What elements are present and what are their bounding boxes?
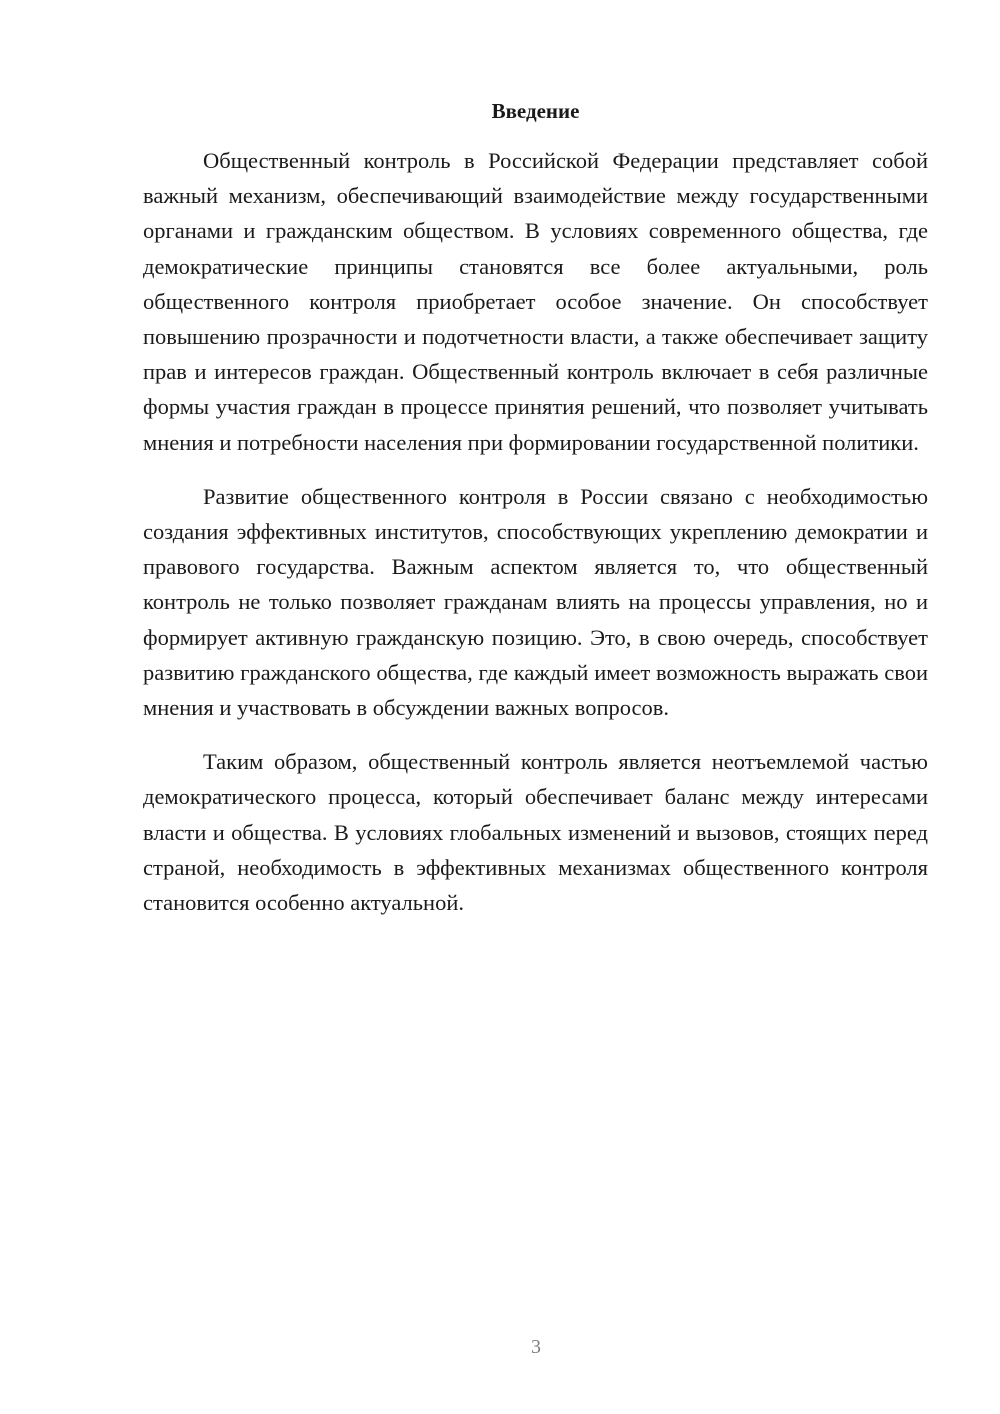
paragraph-2: Развитие общественного контроля в России связано с необходимостью создания эффективных институтов, способствующих укреплению демократии и правового государства. Важным аспектом является то, что общественный контроль не только позволяет гражданам влиять на процессы управления, но и формирует активную гражданскую позицию. Это, в свою очередь, способствует развитию гражданского общества, где каждый имеет возможность выражать свои мнения и участвовать в обсуждении важных вопросов.	[143, 483, 928, 721]
body-text	[143, 143, 928, 939]
section-heading: Введение	[491, 99, 580, 123]
page-number: 3	[531, 1336, 541, 1358]
paragraph-1: Общественный контроль в Российской Федерации представляет собой важный механизм, обеспечивающий взаимодействие между государственными органами и гражданским обществом. В условиях современного общества, где демократические принципы становятся все более актуальными, роль общественного контроля приобретает особое значение. Он способствует повышению прозрачности и подотчетности власти, а также обеспечивает защиту прав и интересов граждан. Общественный контроль включает в себя различные формы участия граждан в процессе принятия решений, что позволяет учитывать мнения и потребности населения при формировании государственной политики.	[143, 148, 928, 455]
paragraph-3: Таким образом, общественный контроль является неотъемлемой частью демократического процесса, который обеспечивает баланс между интересами власти и общества. В условиях глобальных изменений и вызовов, стоящих перед страной, необходимость в эффективных механизмах общественного контроля становится особенно актуальной.	[143, 749, 928, 916]
